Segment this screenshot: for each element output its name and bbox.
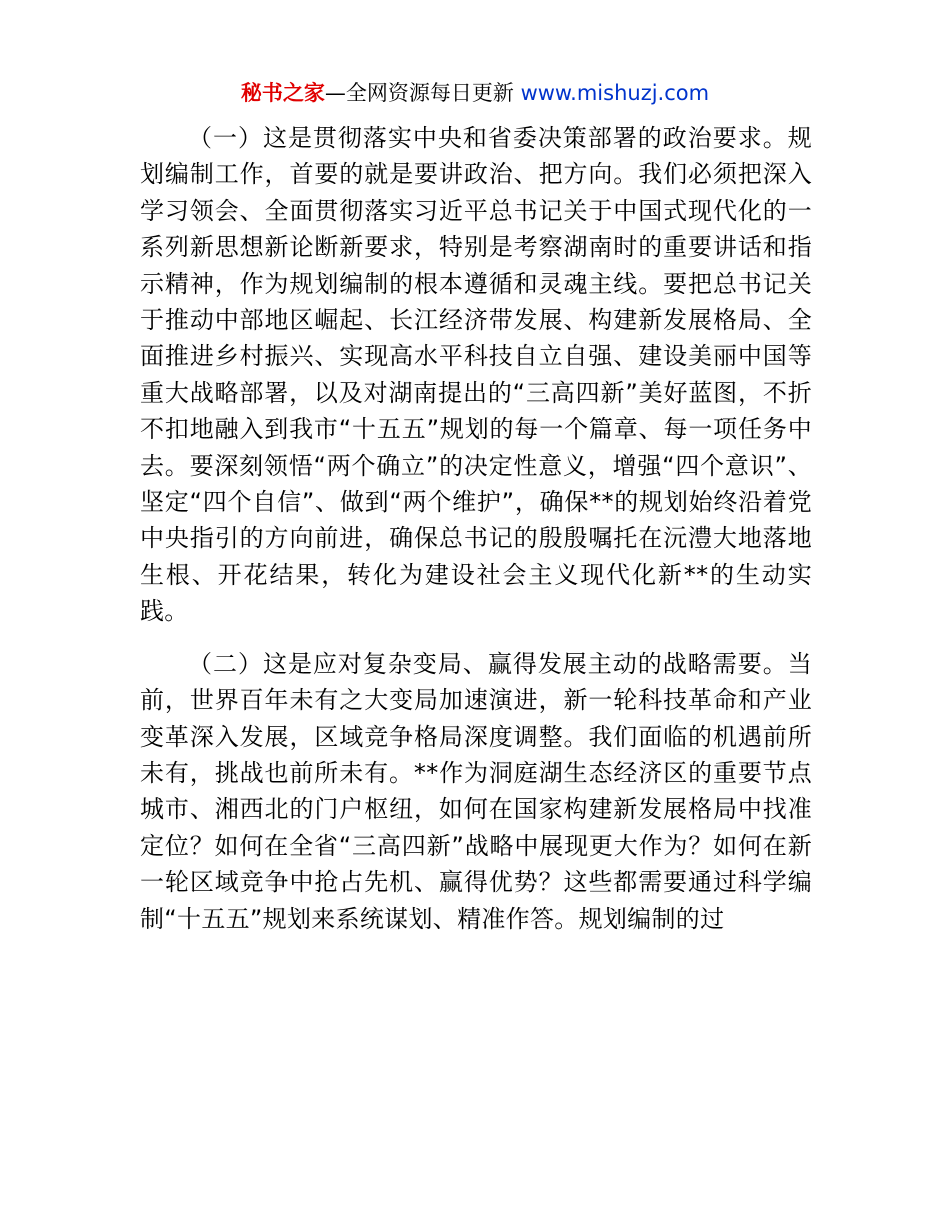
document-body	[140, 120, 812, 937]
site-header	[0, 78, 950, 108]
site-brand: 秘书之家	[240, 81, 325, 105]
site-tagline: —全网资源每日更新	[324, 81, 521, 105]
paragraph-2: （二）这是应对复杂变局、赢得发展主动的战略需要。当前，世界百年未有之大变局加速演进，新一轮科技革命和产业变革深入发展，区域竞争格局深度调整。我们面临的机遇前所未有，挑战也前所未有。**作为洞庭湖生态经济区的重要节点城市、湘西北的门户枢纽，如何在国家构建新发展格局中找准定位？如何在全省“三高四新”战略中展现更大作为？如何在新一轮区域竞争中抢占先机、赢得优势？这些都需要通过科学编制“十五五”规划来系统谋划、精准作答。规划编制的过	[140, 649, 812, 933]
site-url-link[interactable]: www.mishuzj.com	[520, 81, 710, 105]
paragraph-1: （一）这是贯彻落实中央和省委决策部署的政治要求。规划编制工作，首要的就是要讲政治、把方向。我们必须把深入学习领会、全面贯彻落实习近平总书记关于中国式现代化的一系列新思想新论断新要求，特别是考察湖南时的重要讲话和指示精神，作为规划编制的根本遵循和灵魂主线。要把总书记关于推动中部地区崛起、长江经济带发展、构建新发展格局、全面推进乡村振兴、实现高水平科技自立自强、建设美丽中国等重大战略部署，以及对湖南提出的“三高四新”美好蓝图，不折不扣地融入到我市“十五五”规划的每一个篇章、每一项任务中去。要深刻领悟“两个确立”的决定性意义，增强“四个意识”、坚定“四个自信”、做到“两个维护”，确保**的规划始终沿着党中央指引的方向前进，确保总书记的殷殷嘱托在沅澧大地落地生根、开花结果，转化为建设社会主义现代化新**的生动实践。	[140, 124, 812, 626]
